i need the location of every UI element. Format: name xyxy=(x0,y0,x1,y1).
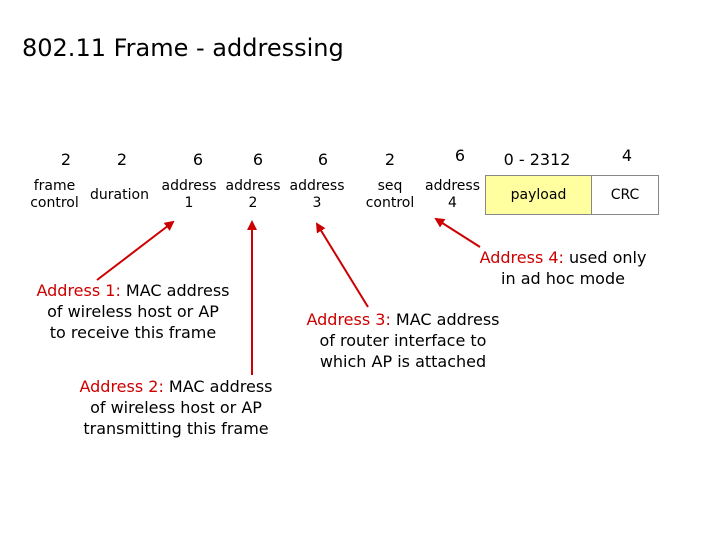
field-address-1: address 1 xyxy=(161,178,217,211)
size-address-1: 6 xyxy=(192,150,204,169)
arrow-address-1 xyxy=(97,222,173,280)
note-address-4: Address 4: used only in ad hoc mode xyxy=(479,248,647,288)
note-address-3: Address 3: MAC address of router interface to which AP is attached xyxy=(306,310,500,371)
field-address-3: address 3 xyxy=(289,178,345,211)
arrow-address-4 xyxy=(436,219,480,247)
field-duration: duration xyxy=(90,186,149,203)
note-address-1: Address 1: MAC address of wireless host or AP to receive this frame xyxy=(36,281,230,342)
field-crc: CRC xyxy=(591,175,659,215)
size-duration: 2 xyxy=(116,150,128,169)
field-address-4: address 4 xyxy=(424,178,480,211)
size-address-2: 6 xyxy=(252,150,264,169)
size-payload: 0 - 2312 xyxy=(503,150,571,169)
field-payload: payload xyxy=(485,175,591,215)
field-address-2: address 2 xyxy=(225,178,281,211)
arrow-address-3 xyxy=(317,224,368,307)
field-seq-control: seq control xyxy=(365,178,415,211)
note-address-2: Address 2: MAC address of wireless host or AP transmitting this frame xyxy=(79,377,273,438)
note-address-2-prefix: Address 2: xyxy=(79,377,164,396)
size-address-4: 6 xyxy=(454,146,466,165)
field-frame-control: frame control xyxy=(30,178,79,211)
note-address-1-prefix: Address 1: xyxy=(36,281,121,300)
note-address-3-prefix: Address 3: xyxy=(306,310,391,329)
size-address-3: 6 xyxy=(317,150,329,169)
note-address-4-prefix: Address 4: xyxy=(479,248,564,267)
page-title: 802.11 Frame - addressing xyxy=(22,34,344,62)
size-seq-control: 2 xyxy=(384,150,396,169)
size-crc: 4 xyxy=(621,146,633,165)
size-frame-control: 2 xyxy=(60,150,72,169)
